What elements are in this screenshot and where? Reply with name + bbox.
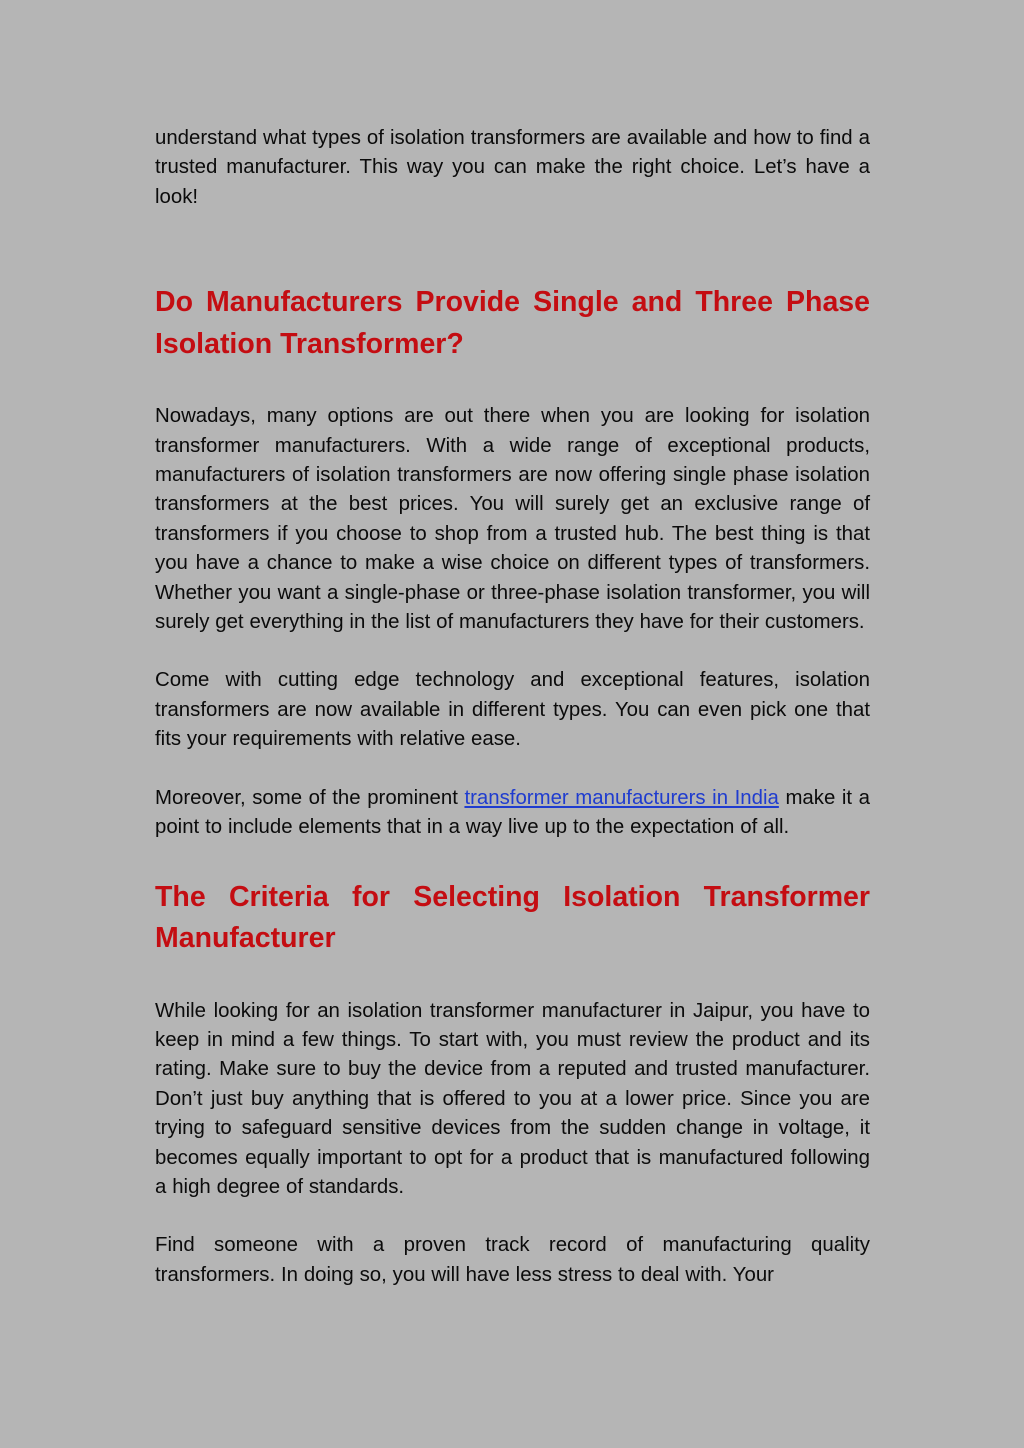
intro-paragraph: understand what types of isolation transformers are available and how to find a trusted manufacturer. This way you can make the right choice. Let’s have a look! <box>155 127 870 208</box>
heading-single-three-phase: Do Manufacturers Provide Single and Three Phase Isolation Transformer? <box>155 286 870 360</box>
paragraph-text-after-link: make it a point to include elements that in a way live up to the expectation of all. <box>155 786 870 839</box>
paragraph-track-record: Find someone with a proven track record of manufacturing quality transformers. In doing so, you will have less stress to deal with. Your <box>155 1234 870 1286</box>
paragraph-technology: Come with cutting edge technology and exceptional features, isolation transformers are now available in different types. You can even pick one that fits your requirements with relative ease. <box>155 669 870 751</box>
paragraph-text-before-link: Moreover, some of the prominent <box>155 786 465 809</box>
paragraph-prominent-manufacturers <box>155 784 870 843</box>
paragraph-jaipur-manufacturer: While looking for an isolation transformer manufacturer in Jaipur, you have to keep in mind a few things. To start with, you must review the product and its rating. Make sure to buy the device from a reputed and trusted manufacturer. Don’t just buy anything that is offered to you at a lower price. Since you are trying to safeguard sensitive devices from the sudden change in voltage, it becomes equally important to opt for a product that is manufactured following a high degree of standards. <box>155 999 870 1198</box>
transformer-manufacturers-link[interactable]: transformer manufacturers in India <box>464 786 779 809</box>
heading-selection-criteria: The Criteria for Selecting Isolation Transformer Manufacturer <box>155 880 870 954</box>
paragraph-options: Nowadays, many options are out there when you are looking for isolation transformer manufacturers. With a wide range of exceptional products, manufacturers of isolation transformers are now offering single phase isolation transformers at the best prices. You will surely get an exclusive range of transformers if you choose to shop from a trusted hub. The best thing is that you have a chance to make a wise choice on different types of transformers. Whether you want a single-phase or three-phase isolation transformer, you will surely get everything in the list of manufacturers they have for their customers. <box>155 405 870 634</box>
